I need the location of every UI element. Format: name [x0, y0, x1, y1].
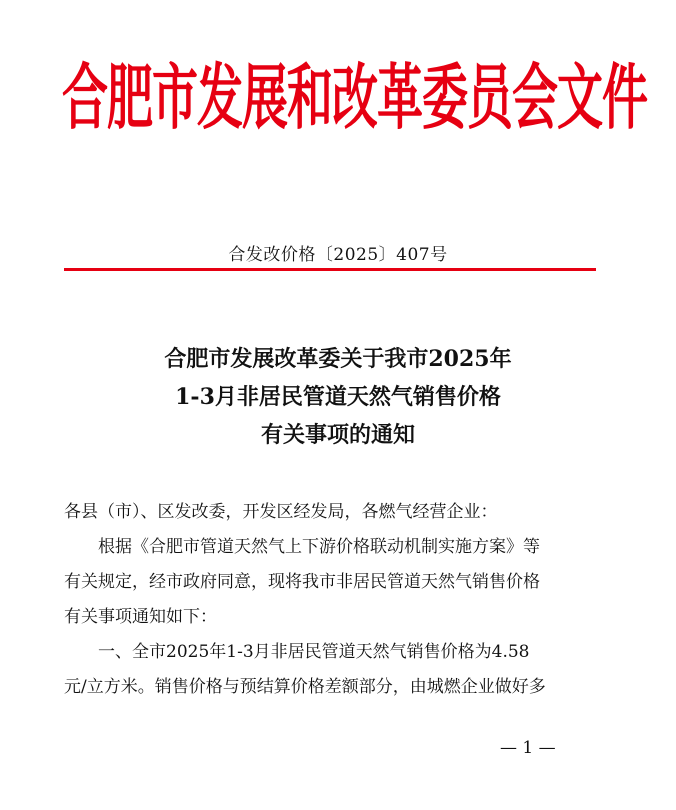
- title-line-1: 合肥市发展改革委关于我市2025年: [164, 346, 512, 372]
- paragraph-1-line-2: 有关规定，经市政府同意，现将我市非居民管道天然气销售价格: [64, 572, 540, 592]
- title-line-2: 1-3月非居民管道天然气销售价格: [175, 384, 501, 410]
- red-divider-line: [64, 268, 596, 271]
- salutation: 各县（市）、区发改委，开发区经发局，各燃气经营企业：: [64, 502, 498, 522]
- title-line-3: 有关事项的通知: [260, 422, 415, 448]
- paragraph-2-line-2: 元/立方米。销售价格与预结算价格差额部分，由城燃企业做好多: [64, 677, 546, 697]
- page-number: — 1 —: [500, 738, 556, 758]
- document-number: 合发改价格〔2025〕407号: [228, 245, 448, 265]
- notice-title: [0, 340, 676, 454]
- paragraph-2-line-1: 一、全市2025年1-3月非居民管道天然气销售价格为4.58: [98, 642, 530, 662]
- notice-body: [64, 495, 612, 705]
- masthead-title: 合肥市发展和改革委员会文件: [62, 55, 647, 139]
- paragraph-1-line-1: 根据《合肥市管道天然气上下游价格联动机制实施方案》等: [98, 537, 540, 557]
- paragraph-1-line-3: 有关事项通知如下：: [64, 607, 217, 627]
